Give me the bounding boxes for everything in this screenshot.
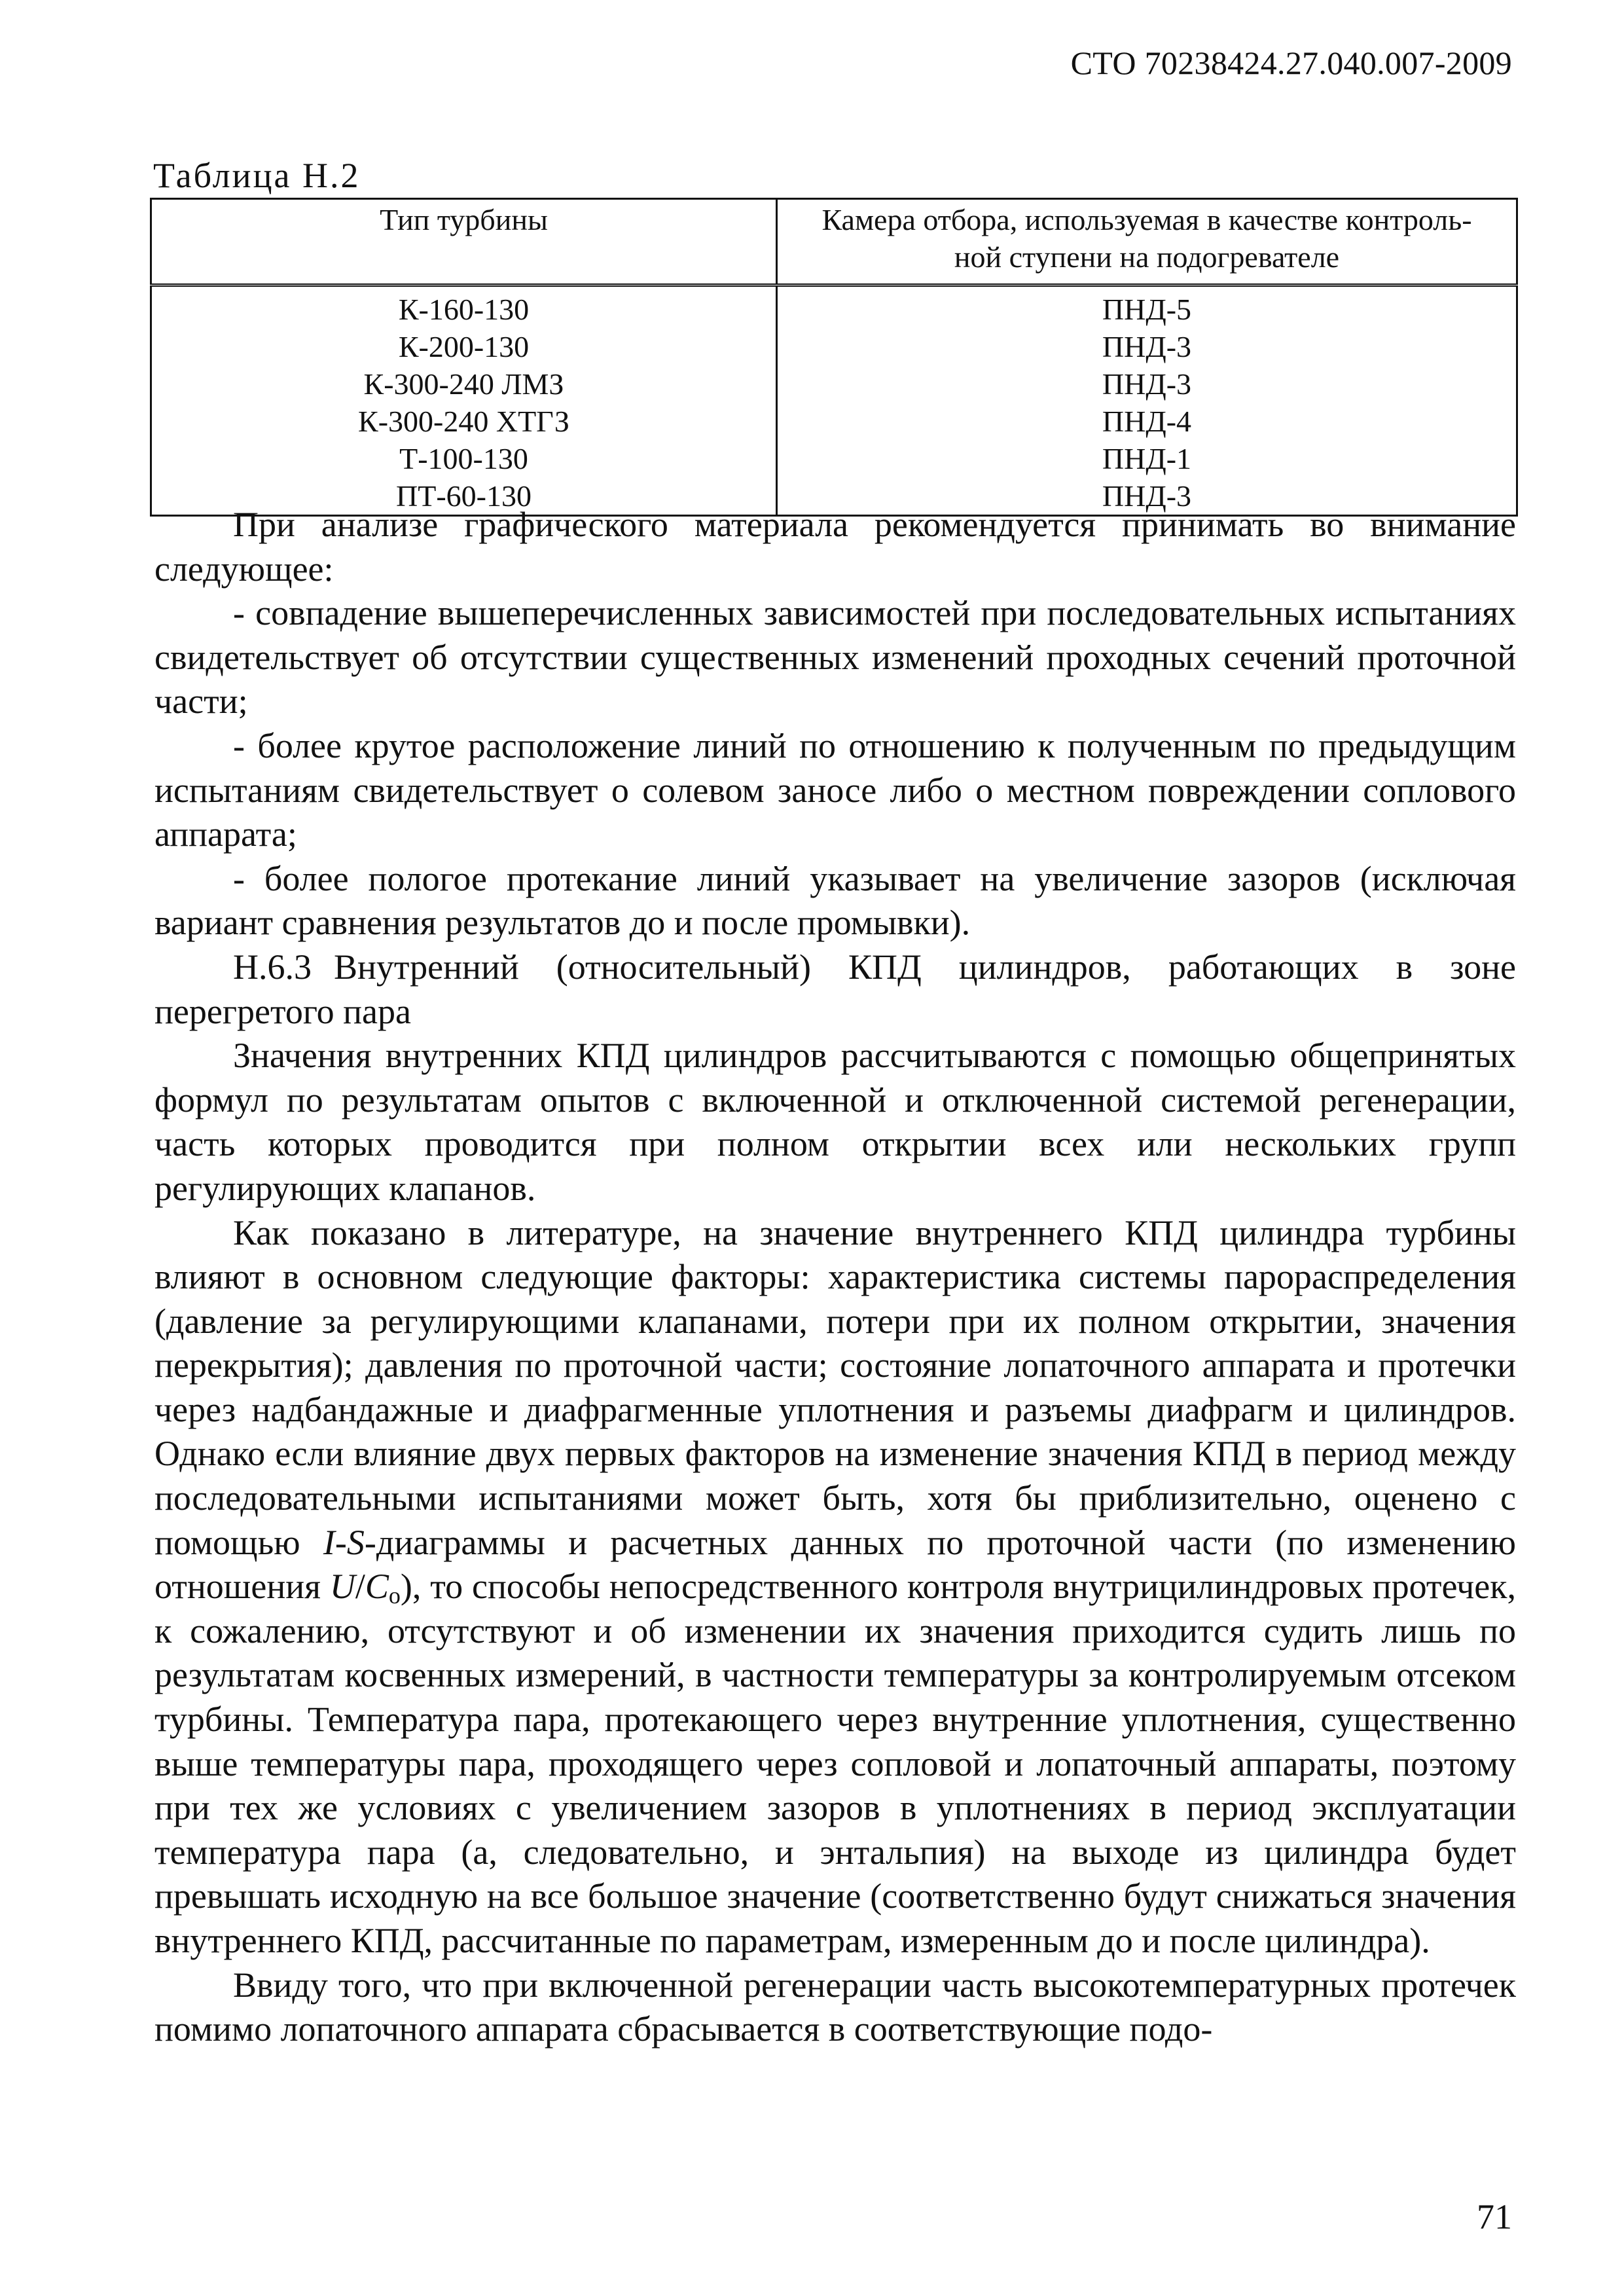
table-cell-chamber: ПНД-5	[1102, 293, 1192, 326]
table-caption: Таблица Н.2	[153, 156, 361, 195]
table-cell-turbine: Т-100-130	[399, 442, 528, 475]
paragraph-intro: При анализе графического материала рекомендуется принимать во внимание следующее:	[154, 505, 1516, 589]
header-extraction-chamber	[777, 199, 1517, 285]
list-item: - совпадение вышеперечисленных зависимостей при последовательных испытаниях свидетельствует об отсутствии существенных изменений проходных сечений проточной части;	[154, 593, 1516, 721]
table-cell-turbine: К-200-130	[398, 330, 530, 363]
table-cell-chamber: ПНД-3	[1102, 367, 1192, 401]
table-body-row	[151, 285, 1517, 516]
velocity-ratio-c: C	[365, 1567, 389, 1607]
paragraph: Ввиду того, что при включенной регенерации часть высокотемпературных протечек помимо лопаточного аппарата сбрасывается в соответствующие подо-	[154, 1965, 1516, 2049]
section-heading	[154, 945, 1516, 1034]
extraction-chamber-column	[777, 285, 1517, 516]
header-extraction-chamber-line1: Камера отбора, используемая в качестве контроль-	[821, 203, 1472, 236]
table-cell-turbine: К-160-130	[398, 293, 530, 326]
paragraph: Значения внутренних КПД цилиндров рассчитываются с помощью общепринятых формул по результатам опытов с включенной и отключенной системой регенерации, часть которых проводится при полном открытии всех или нескольких групп регулирующих клапанов.	[154, 1036, 1516, 1208]
section-title: Внутренний (относительный) КПД цилиндров, работающих в зоне перегретого пара	[154, 947, 1516, 1031]
table-cell-chamber: ПНД-1	[1102, 442, 1192, 475]
table-header-row	[151, 199, 1517, 285]
is-diagram-symbol: I-S	[323, 1522, 365, 1562]
page-number: 71	[1477, 2197, 1512, 2236]
header-turbine-type: Тип турбины	[151, 199, 777, 285]
table-cell-turbine: ПТ-60-130	[396, 479, 532, 513]
body-text	[154, 503, 1516, 2052]
table-cell-chamber: ПНД-4	[1102, 405, 1192, 438]
paragraph: Как показано в литературе, на значение внутреннего КПД цилиндра турбины влияют в основном следующие факторы: характеристика системы парораспределения (давление за регулирующими клапанами, потери при их полном открытии, значения перекрытия); давления по проточной части; состояние лопаточного аппарата и протечки через надбандажные и диафрагменные уплотнения и разъемы диафрагм и цилиндров. Однако если влияние двух первых факторов на изменение значения КПД в период между последовательными испытаниями может быть, хотя бы приблизительно, оценено с помощью I-S-диаграммы и расчетных данных по проточной части (по изменению отношения $U/C_о$), то способы непосредственного контроля внутрицилиндровых протечек, к сожалению, отсутствуют и об изменении их значения приходится судить лишь по результатам косвенных измерений, в частности температуры за контролируемым отсеком турбины. Температура пара, протекающего через внутренние уплотнения, существенно выше температуры пара, проходящего через сопловой и лопаточный аппараты, поэтому при тех же условиях с увеличением зазоров в уплотнениях в период эксплуатации температура пара (а, следовательно, и энтальпия) на выходе из цилиндра будет превышать исходную на все большое значение (соответственно будут снижаться значения внутреннего КПД, рассчитанные по параметрам, измеренным до и после цилиндра).	[154, 1212, 1517, 1960]
list-item: - более крутое расположение линий по отношению к полученным по предыдущим испытаниям свидетельствует о солевом заносе либо о местном повреждении соплового аппарата;	[154, 725, 1516, 854]
velocity-ratio-u: U	[329, 1567, 355, 1607]
table-cell-turbine: К-300-240 ХТГЗ	[358, 405, 569, 438]
table-cell-chamber: ПНД-3	[1102, 330, 1192, 363]
document-code: СТО 70238424.27.040.007-2009	[1070, 45, 1512, 81]
header-extraction-chamber-line2: ной ступени на подогревателе	[954, 240, 1340, 274]
table-cell-chamber: ПНД-3	[1102, 479, 1192, 513]
turbine-table	[150, 198, 1518, 517]
turbine-type-column	[151, 285, 777, 516]
table-cell-turbine: К-300-240 ЛМЗ	[363, 367, 564, 401]
velocity-ratio-subscript: о	[388, 1582, 401, 1609]
list-item: - более пологое протекание линий указывает на увеличение зазоров (исключая вариант сравнения результатов до и после промывки).	[154, 858, 1516, 943]
section-number: Н.6.3	[233, 947, 312, 987]
